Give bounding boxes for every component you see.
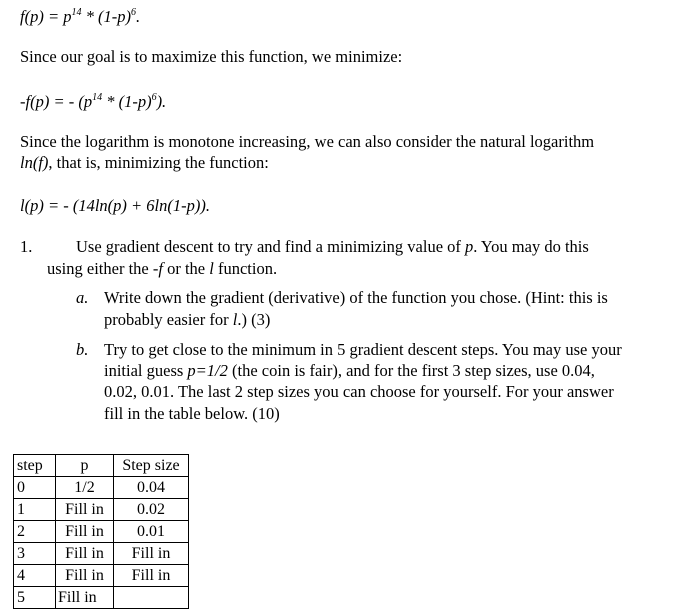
cell-p: 1/2 xyxy=(56,477,114,499)
formula-neg-f: -f(p) = - $(p^{14} * (1-p)^6)$. xyxy=(20,92,167,111)
header-step: step xyxy=(14,455,56,477)
cell-p[interactable]: Fill in xyxy=(56,499,114,521)
cell-p[interactable]: Fill in xyxy=(56,521,114,543)
subquestion-b-label: b. xyxy=(76,340,89,359)
header-p: p xyxy=(56,455,114,477)
cell-step-size: 0.02 xyxy=(114,499,189,521)
cell-step-size[interactable]: Fill in xyxy=(114,543,189,565)
cell-p[interactable]: Fill in xyxy=(56,587,114,609)
table-row xyxy=(14,477,189,499)
question-number: 1. xyxy=(20,237,33,256)
cell-step: 0 xyxy=(14,477,56,499)
cell-step-size: 0.04 xyxy=(114,477,189,499)
paragraph-maximize: Since our goal is to maximize this function, we minimize: xyxy=(20,47,403,66)
table-row xyxy=(14,521,189,543)
cell-step-size[interactable]: Fill in xyxy=(114,565,189,587)
subquestion-a-label: a. xyxy=(76,288,89,307)
cell-step: 5 xyxy=(14,587,56,609)
cell-step-size xyxy=(114,587,189,609)
gradient-descent-table xyxy=(13,454,189,609)
cell-step: 2 xyxy=(14,521,56,543)
subquestion-b-line1: Try to get close to the minimum in 5 gradient descent steps. You may use your xyxy=(104,340,622,359)
cell-step: 4 xyxy=(14,565,56,587)
cell-p[interactable]: Fill in xyxy=(56,565,114,587)
subquestion-b-line2: initial guess p=1/2 (the coin is fair), and for the first 3 step sizes, use 0.04, xyxy=(104,361,595,380)
table-row xyxy=(14,565,189,587)
cell-step: 3 xyxy=(14,543,56,565)
cell-step-size: 0.01 xyxy=(114,521,189,543)
question-line1: Use gradient descent to try and find a minimizing value of p. You may do this xyxy=(76,237,589,256)
formula-l: l(p) = - (14ln(p) + 6ln(1-p)). xyxy=(20,196,210,215)
formula-f: $f(p) = p^{14} * (1-p)^6$. xyxy=(20,7,141,26)
paragraph-log-line2: ln(f), that is, minimizing the function: xyxy=(20,153,269,172)
header-step-size: Step size xyxy=(114,455,189,477)
cell-step: 1 xyxy=(14,499,56,521)
table-row xyxy=(14,587,189,609)
table-row xyxy=(14,499,189,521)
paragraph-log-line1: Since the logarithm is monotone increasing, we can also consider the natural logarithm xyxy=(20,132,595,151)
subquestion-a-line1: Write down the gradient (derivative) of the function you chose. (Hint: this is xyxy=(104,288,608,307)
cell-p[interactable]: Fill in xyxy=(56,543,114,565)
subquestion-b-line3: 0.02, 0.01. The last 2 step sizes you can choose for yourself. For your answer xyxy=(104,382,614,401)
question-line2: using either the -f or the l function. xyxy=(47,259,278,278)
table-row xyxy=(14,543,189,565)
subquestion-a-line2: probably easier for l.) (3) xyxy=(104,310,271,329)
table-header-row xyxy=(14,455,189,477)
subquestion-b-line4: fill in the table below. (10) xyxy=(104,404,280,423)
